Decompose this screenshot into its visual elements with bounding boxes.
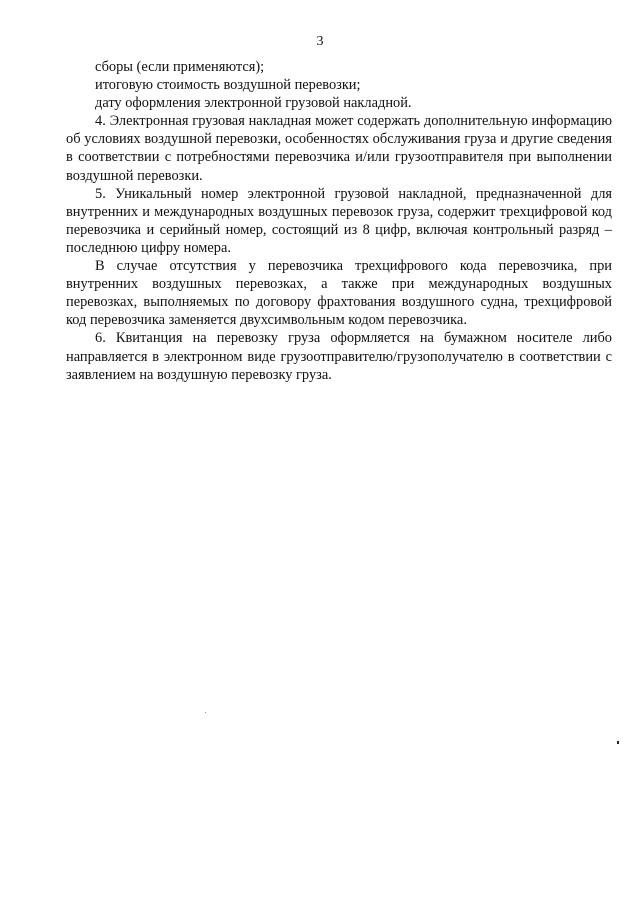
paragraph-5-continued: В случае отсутствия у перевозчика трехцифрового кода перевозчика, при внутренних воздушных перевозках, а также при международных воздушных перевозках, выполняемых по договору фрахтования воздушного судна, трехцифровой код перевозчика заменяется двухсимвольным кодом перевозчика. xyxy=(66,258,612,329)
list-item-total-cost: итоговую стоимость воздушной перевозки; xyxy=(95,77,361,94)
scan-mark xyxy=(617,741,619,744)
scan-speck xyxy=(205,712,206,713)
page-number: 3 xyxy=(316,34,324,49)
paragraph-5: 5. Уникальный номер электронной грузовой накладной, предназначенной для внутренних и международных воздушных перевозок груза, содержит трехцифровой код перевозчика и серийный номер, состоящий из 8 цифр, включая контрольный разряд – последнюю цифру номера. xyxy=(66,185,612,256)
list-item-fees: сборы (если применяются); xyxy=(95,59,265,75)
paragraph-4: 4. Электронная грузовая накладная может содержать дополнительную информацию об условиях воздушной перевозки, особенностях обслуживания груза и другие сведения в соответствии с потребностями перевозчика и/или грузоотправителя при выполнении воздушной перевозки. xyxy=(66,113,612,184)
list-item-issue-date: дату оформления электронной грузовой накладной. xyxy=(95,95,412,112)
paragraph-6: 6. Квитанция на перевозку груза оформляется на бумажном носителе либо направляется в электронном виде грузоотправителю/грузополучателю в соответствии с заявлением на воздушную перевозку груза. xyxy=(66,330,612,383)
document-body xyxy=(66,58,612,384)
